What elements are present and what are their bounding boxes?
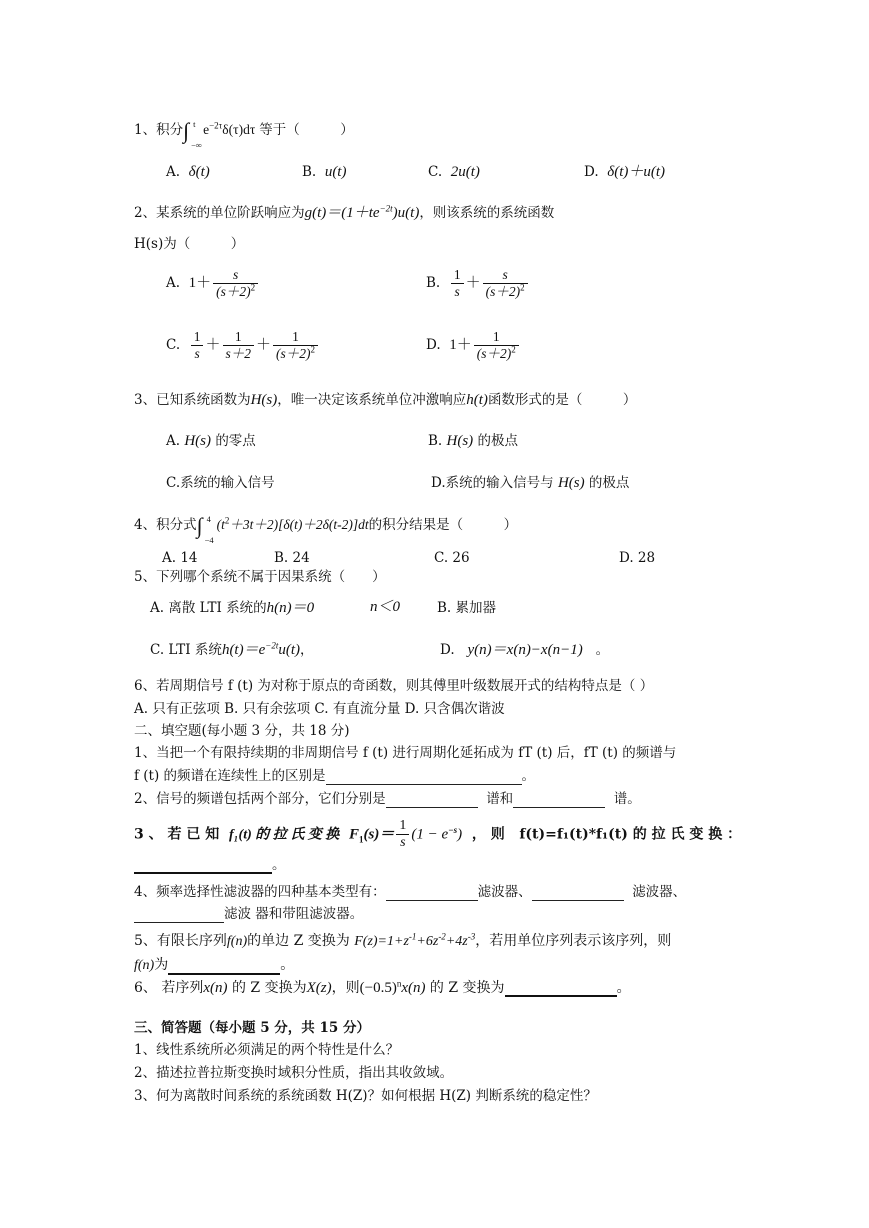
q2-stem xyxy=(134,204,554,222)
fill-formula: (s)＝ xyxy=(363,826,395,843)
fill-text: 的 Z 变换为 xyxy=(231,980,307,996)
plus: ＋ xyxy=(256,337,272,353)
fill-formula: F xyxy=(349,826,360,843)
fill-text: 5、有限长序列 xyxy=(134,933,227,949)
answer-blank[interactable] xyxy=(134,858,272,874)
q4-stem xyxy=(134,513,518,545)
fill-5-line2 xyxy=(134,956,294,975)
q4-option-d: D. 28 xyxy=(619,550,656,566)
fill-formula: (−0.5) xyxy=(359,980,397,996)
q2-exponent: −2t xyxy=(379,203,393,214)
answer-blank[interactable] xyxy=(326,770,522,785)
fraction xyxy=(474,329,519,362)
exponent: -1 xyxy=(408,931,417,942)
option-exponent: −2t xyxy=(265,640,279,651)
denominator xyxy=(474,346,519,362)
q3-hs: H(s) xyxy=(446,433,474,449)
denominator: s xyxy=(400,835,406,850)
numerator: 1 xyxy=(273,329,318,346)
q4-tail: 的积分结果是（ ） xyxy=(368,517,518,533)
denominator xyxy=(213,284,258,300)
q4-option-a: A. 14 xyxy=(162,550,198,566)
q4-text: 4、积分式 xyxy=(134,517,197,533)
option-value: δ(t) xyxy=(188,164,210,180)
fill-text: ，若用单位序列表示该序列，则 xyxy=(475,933,672,949)
fill-formula: +6z xyxy=(416,934,439,949)
denominator: s＋2 xyxy=(225,346,252,361)
q6-stem: 6、若周期信号 f (t) 为对称于原点的奇函数，则其傅里叶级数展开式的结构特点是（ ） xyxy=(134,678,654,694)
q3-option-c: C.系统的输入信号 xyxy=(166,475,275,491)
fill-tail: 。 xyxy=(272,857,286,873)
option-label: A. xyxy=(166,275,181,291)
q1-option-b xyxy=(302,163,346,181)
fill-text: ，则 xyxy=(331,980,360,996)
option-tail: ， xyxy=(300,642,314,658)
fill-3-answer xyxy=(134,856,286,874)
option-label: A. xyxy=(166,164,181,180)
denominator: s xyxy=(454,284,460,299)
q3-stem xyxy=(134,391,636,409)
numerator: 1 xyxy=(223,329,255,346)
q3-option-a xyxy=(166,432,256,450)
fill-3 xyxy=(134,818,741,851)
q5-option-d xyxy=(440,641,609,659)
numerator: 1 xyxy=(451,267,464,284)
option-term: 1＋ xyxy=(188,275,212,291)
q5-stem: 5、下列哪个系统不属于因果系统（ ） xyxy=(134,569,386,585)
q1-option-d xyxy=(584,163,665,181)
fill-text: 为 xyxy=(154,957,169,973)
fill-formula: x(n) xyxy=(401,980,426,996)
q3-hs: H(s) xyxy=(184,433,212,449)
q3-option-b xyxy=(428,432,518,450)
option-label: C. xyxy=(166,337,181,353)
option-label: C. xyxy=(428,164,443,180)
q1-option-a xyxy=(166,163,210,181)
fill-4-line1 xyxy=(134,883,686,901)
q2-option-b xyxy=(426,266,530,300)
plus: ＋ xyxy=(205,337,221,353)
option-value: 2u(t) xyxy=(450,164,480,180)
fill-formula: f(n) xyxy=(134,958,155,973)
fill-tail: 。 xyxy=(616,980,631,996)
fill-2 xyxy=(134,790,641,808)
option-formula-tail: u(t) xyxy=(278,642,301,658)
fraction xyxy=(273,329,318,362)
answer-blank[interactable] xyxy=(386,793,478,808)
answer-blank[interactable] xyxy=(513,793,605,808)
fill-1-line2 xyxy=(134,767,535,785)
q1-integrand: e xyxy=(203,122,210,137)
q5-option-a xyxy=(150,599,314,617)
fill-text: 滤波器、 xyxy=(477,884,532,900)
option-label: B. xyxy=(302,164,317,180)
q3-ht: h(t) xyxy=(466,392,488,408)
exponent: -3 xyxy=(467,931,476,942)
q4-option-b: B. 24 xyxy=(274,550,310,566)
q3-text-c: 函数形式的是（ ） xyxy=(487,392,637,408)
fill-text: 2、信号的频谱包括两个部分，它们分别是 xyxy=(134,791,386,807)
square: 2 xyxy=(250,282,256,293)
q2-option-d xyxy=(426,328,521,362)
q3-text-b: ，唯一决定该系统单位冲激响应 xyxy=(277,392,467,408)
fraction xyxy=(396,818,409,851)
fill-text: 滤波 器和带阻滤波器。 xyxy=(224,906,364,922)
option-label: D. xyxy=(440,642,455,658)
option-label: B. xyxy=(428,433,443,449)
answer-blank[interactable] xyxy=(386,886,478,901)
denominator-base: (s＋2) xyxy=(216,284,251,299)
denominator: s xyxy=(194,346,200,361)
fill-formula: X(z) xyxy=(306,980,332,996)
fill-6 xyxy=(134,979,631,997)
denominator xyxy=(273,346,318,362)
q5-option-c xyxy=(150,641,314,659)
numerator: 1 xyxy=(396,818,409,835)
numerator: s xyxy=(213,267,258,284)
answer-blank[interactable] xyxy=(532,886,624,901)
square: 2 xyxy=(520,282,525,293)
q1-number: 1、 xyxy=(134,122,157,138)
option-term: 1＋ xyxy=(449,337,472,353)
fill-text: 的 Z 变换为 xyxy=(429,980,505,996)
fill-formula: f(n) xyxy=(226,934,248,949)
q1-tail: 等于（ ） xyxy=(259,122,354,138)
fraction xyxy=(213,267,258,300)
numerator: s xyxy=(483,267,528,284)
q3-hs: H(s) xyxy=(250,392,278,408)
fraction xyxy=(223,329,255,362)
option-label: D. xyxy=(426,337,441,353)
q1-upper-limit: t xyxy=(193,119,196,129)
fill-text: 滤波器、 xyxy=(632,884,687,900)
option-text: A. 离散 LTI 系统的 xyxy=(150,600,267,616)
answer-blank[interactable] xyxy=(134,908,224,923)
fill-tail: 。 xyxy=(280,957,295,973)
short-answer-1: 1、线性系统所必须满足的两个特性是什么？ xyxy=(134,1042,400,1058)
fraction xyxy=(191,329,204,362)
q2-option-c xyxy=(166,328,320,362)
q2-text-tail: ，则该系统的系统函数 xyxy=(419,205,555,221)
fill-text: 谱和 xyxy=(486,791,514,807)
fill-formula: (1 − e xyxy=(411,826,449,843)
option-formula: h(n)＝0 xyxy=(266,600,315,616)
option-text: 的极点 xyxy=(477,433,518,449)
q4-upper-limit: 4 xyxy=(206,514,211,524)
option-formula: h(t)＝e xyxy=(221,642,266,658)
q1-integrand-rest: δ(τ)dτ xyxy=(222,122,256,137)
q2-option-a xyxy=(166,266,260,300)
fill-text: 的单边 Z 变换为 xyxy=(247,933,350,949)
fill-formula: ) xyxy=(457,826,463,843)
denominator-base: (s＋2) xyxy=(476,346,512,361)
integral-sign: ∫ t −∞ xyxy=(183,121,197,140)
section-2-title: 二、填空题(每小题 3 分，共 18 分) xyxy=(134,723,350,739)
fill-text: ， 则 xyxy=(471,826,505,843)
q4-option-c: C. 26 xyxy=(434,550,470,566)
exponent: -2 xyxy=(438,931,446,942)
fill-1-line1: 1、当把一个有限持续期的非周期信号 f (t) 进行周期化延拓成为 fT (t) 后，fT (t) 的频谱与 xyxy=(134,745,677,761)
short-answer-3: 3、何为离散时间系统的系统函数 H(Z)？如何根据 H(Z) 判断系统的稳定性？ xyxy=(134,1088,597,1104)
section-3-title: 三、简答题（每小题 5 分，共 15 分） xyxy=(134,1020,370,1036)
numerator: 1 xyxy=(474,329,519,346)
denominator-base: (s＋2) xyxy=(485,284,521,299)
integral-sign: ∫ 4 −4 xyxy=(197,516,211,535)
fill-text: 6、 若序列 xyxy=(134,980,204,996)
fill-text: 3 、 若 已 知 xyxy=(134,826,220,843)
exponent: −s xyxy=(448,824,458,835)
option-text: D.系统的输入信号与 xyxy=(431,475,554,491)
answer-blank[interactable] xyxy=(505,981,617,997)
option-value: u(t) xyxy=(324,164,347,180)
option-text: 的零点 xyxy=(215,433,256,449)
fill-text: f₁(t) 的 拉 氏 变 换 xyxy=(229,827,340,843)
q5-option-b: B. 累加器 xyxy=(437,600,497,616)
square: 2 xyxy=(310,344,316,355)
option-text: C. LTI 系统 xyxy=(150,642,222,658)
fill-formula: x(n) xyxy=(203,980,228,996)
answer-blank[interactable] xyxy=(168,959,280,975)
q3-hs: H(s) xyxy=(557,475,585,491)
option-value: δ(t)＋u(t) xyxy=(607,164,666,180)
q2-formula: g(t)＝(1＋te xyxy=(304,205,380,221)
q1-exponent: −2τ xyxy=(209,120,223,131)
fraction xyxy=(483,267,528,300)
option-label: A. xyxy=(166,433,181,449)
fill-formula: F(z)=1+z xyxy=(354,934,409,949)
plus: ＋ xyxy=(465,275,481,291)
subscript: 1 xyxy=(359,834,364,845)
q2-formula-tail: )u(t) xyxy=(392,205,420,221)
fill-formula: +4z xyxy=(445,934,468,949)
denominator xyxy=(483,284,528,300)
option-label: B. xyxy=(426,275,441,291)
q4-lower-limit: −4 xyxy=(204,535,214,545)
q2-line2: H(s)为（ ） xyxy=(134,236,245,252)
square: 2 xyxy=(511,344,516,355)
fill-text: f (t) 的频谱在连续性上的区别是 xyxy=(134,768,326,784)
exponent: n xyxy=(396,978,402,989)
q1-label: 积分 xyxy=(156,122,184,138)
denominator-base: (s＋2) xyxy=(276,346,311,361)
q2-text: 2、某系统的单位阶跃响应为 xyxy=(134,205,305,221)
fill-4-line2 xyxy=(134,905,363,923)
fill-text: 4、频率选择性滤波器的四种基本类型有： xyxy=(134,884,386,900)
fraction xyxy=(451,267,464,300)
fill-tail: 谱。 xyxy=(613,791,641,807)
q4-formula-rest: ＋3t＋2)[δ(t)＋2δ(t-2)]dt xyxy=(229,517,369,532)
numerator: 1 xyxy=(191,329,204,346)
fill-5-line1 xyxy=(134,932,671,951)
option-formula: y(n)＝x(n)−x(n−1) xyxy=(467,642,583,658)
fill-text: f(t)=f₁(t)*f₁(t) 的 拉 氏 变 换 ： xyxy=(519,826,742,843)
q6-options: A. 只有正弦项 B. 只有余弦项 C. 有直流分量 D. 只含偶次谐波 xyxy=(134,701,505,717)
option-tail: 的极点 xyxy=(588,475,630,491)
q3-text: 3、已知系统函数为 xyxy=(134,392,251,408)
q1-stem xyxy=(134,118,354,150)
fill-tail: 。 xyxy=(521,768,536,784)
q5-option-a-condition: n＜0 xyxy=(370,599,401,615)
option-label: D. xyxy=(584,164,599,180)
q4-formula: (t xyxy=(216,517,225,532)
q3-option-d xyxy=(431,474,629,492)
option-tail: 。 xyxy=(595,642,610,658)
q4-square: 2 xyxy=(224,515,230,526)
short-answer-2: 2、描述拉普拉斯变换时域积分性质，指出其收敛域。 xyxy=(134,1065,454,1081)
q1-option-c xyxy=(428,163,480,181)
q1-lower-limit: −∞ xyxy=(191,140,202,150)
